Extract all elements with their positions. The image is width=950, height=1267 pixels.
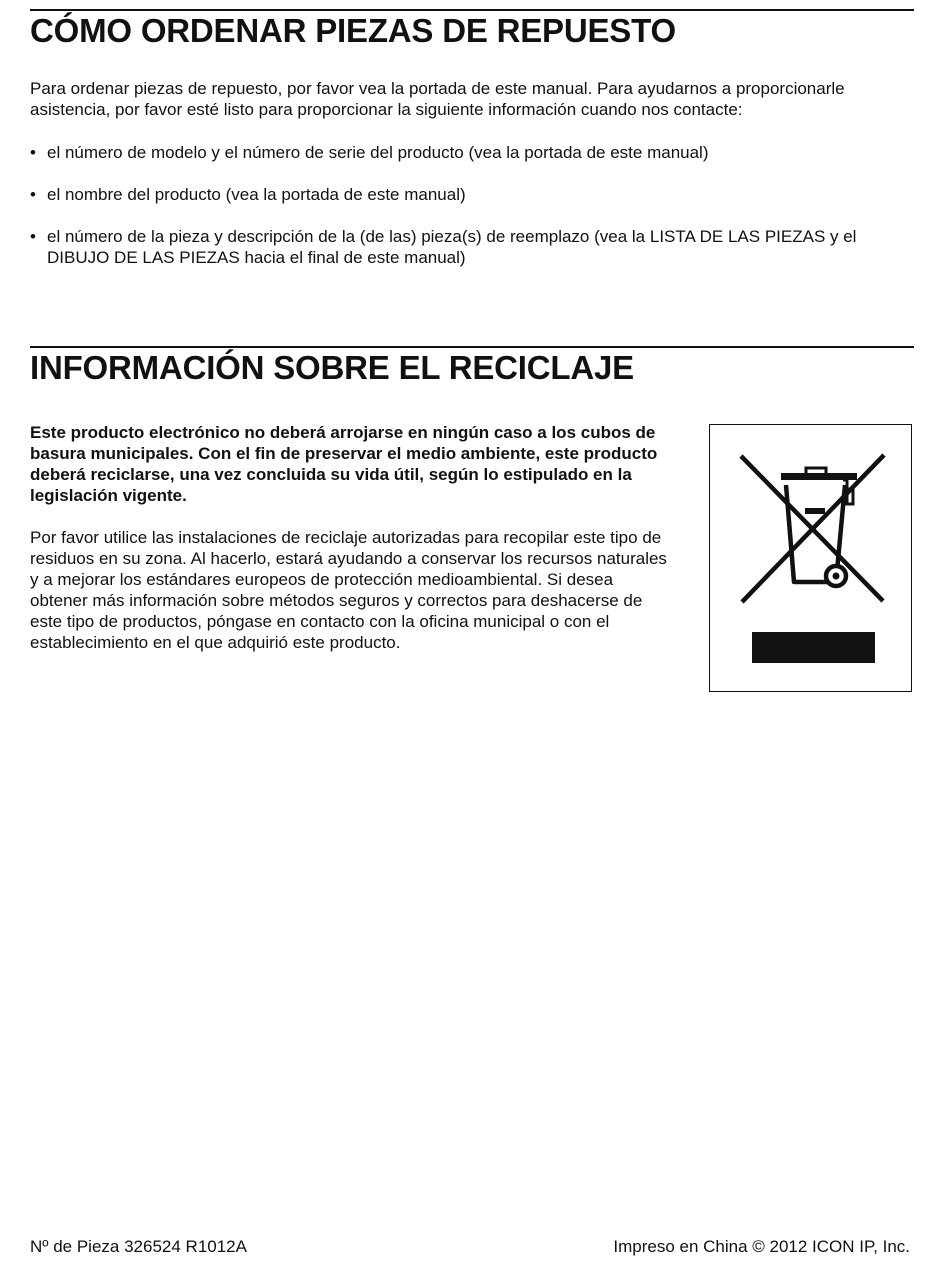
weee-symbol-box <box>709 424 912 692</box>
ordering-intro-paragraph: Para ordenar piezas de repuesto, por favor vea la portada de este manual. Para ayudarnos a proporcionarle asistencia, por favor esté listo para proporcionar la siguiente información cuando nos contacte: <box>30 79 845 119</box>
top-rule <box>30 9 914 11</box>
part-number: Nº de Pieza 326524 R1012A <box>30 1237 247 1256</box>
recycling-warning-paragraph: Este producto electrónico no deberá arrojarse en ningún caso a los cubos de basura municipales. Con el fin de preservar el medio ambiente, este producto deberá reciclarse, una vez concluida su vida útil, según lo estipulado en la legislación vigente. <box>30 423 658 505</box>
bullet-marker: • <box>30 185 36 204</box>
list-item <box>30 142 914 163</box>
bullet-marker: • <box>30 227 36 246</box>
list-item-text: el nombre del producto (vea la portada de este manual) <box>47 185 466 204</box>
list-item-text: el número de la pieza y descripción de la (de las) pieza(s) de reemplazo (vea la LISTA DE LAS PIEZAS y el DIBUJO DE LAS PIEZAS hacia el final de este manual) <box>47 227 857 267</box>
list-item-text: el número de modelo y el número de serie del producto (vea la portada de este manual) <box>47 143 709 162</box>
section-divider-rule <box>30 346 914 348</box>
bullet-marker: • <box>30 143 36 162</box>
list-item <box>30 184 914 205</box>
section-title-recycling: INFORMACIÓN SOBRE EL RECICLAJE <box>30 349 634 386</box>
list-item <box>30 226 914 268</box>
section-title-ordering-parts: CÓMO ORDENAR PIEZAS DE REPUESTO <box>30 12 676 49</box>
crossed-out-wheelie-bin-icon <box>710 425 910 690</box>
printed-copyright: Impreso en China © 2012 ICON IP, Inc. <box>613 1237 910 1256</box>
recycling-info-paragraph: Por favor utilice las instalaciones de reciclaje autorizadas para recopilar este tipo de residuos en su zona. Al hacerlo, estará ayudando a conservar los recursos naturales y a mejorar los estándares europeos de protección medioambiental. Si desea obtener más información sobre métodos seguros y correctos para deshacerse de este tipo de productos, póngase en contacto con la oficina municipal o con el establecimiento en el que adquirió este producto. <box>30 528 667 652</box>
